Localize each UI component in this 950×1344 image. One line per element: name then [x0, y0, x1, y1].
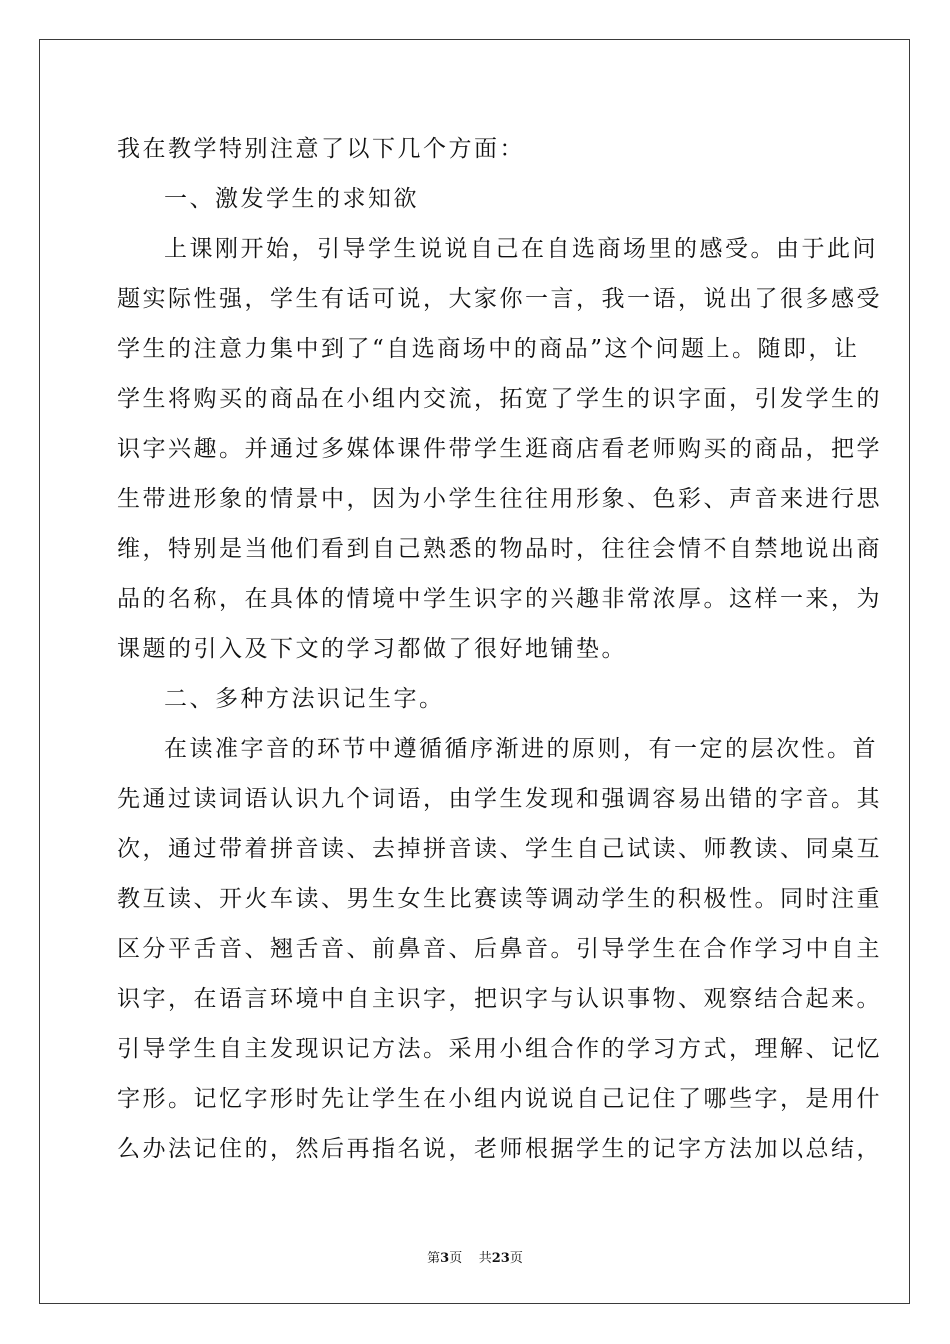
- text-line: 识字兴趣。并通过多媒体课件带学生逛商店看老师购买的商品，把学: [117, 436, 882, 462]
- text-line: 教互读、开火车读、男生女生比赛读等调动学生的积极性。同时注重: [117, 886, 882, 912]
- text-line: 识字，在语言环境中自主识字，把识字与认识事物、观察结合起来。: [117, 986, 882, 1012]
- text-line: 学生的注意力集中到了“自选商场中的商品”这个问题上。随即，让: [117, 336, 860, 362]
- section-heading: 二、多种方法识记生字。: [164, 686, 445, 712]
- text-line: 学生将购买的商品在小组内交流，拓宽了学生的识字面，引发学生的: [117, 386, 882, 412]
- page-border: [39, 39, 910, 1304]
- text-line: 我在教学特别注意了以下几个方面：: [117, 136, 525, 162]
- text-line: 品的名称，在具体的情境中学生识字的兴趣非常浓厚。这样一来，为: [117, 586, 882, 612]
- text-line: 么办法记住的，然后再指名说，老师根据学生的记字方法加以总结，: [117, 1136, 882, 1162]
- section-heading: 一、激发学生的求知欲: [164, 186, 419, 212]
- text-line: 引导学生自主发现识记方法。采用小组合作的学习方式，理解、记忆: [117, 1036, 882, 1062]
- text-line: 先通过读词语认识九个词语，由学生发现和强调容易出错的字音。其: [117, 786, 882, 812]
- text-line: 生带进形象的情景中，因为小学生往往用形象、色彩、声音来进行思: [117, 486, 882, 512]
- text-line: 字形。记忆字形时先让学生在小组内说说自己记住了哪些字，是用什: [117, 1086, 882, 1112]
- text-line: 课题的引入及下文的学习都做了很好地铺垫。: [117, 636, 627, 662]
- total-suffix: 页: [509, 1251, 523, 1266]
- text-line: 次，通过带着拼音读、去掉拼音读、学生自己试读、师教读、同桌互: [117, 836, 882, 862]
- page-number: 3: [440, 1251, 450, 1266]
- total-prefix: 共: [478, 1251, 492, 1266]
- text-line: 上课刚开始，引导学生说说自己在自选商场里的感受。由于此问: [164, 236, 878, 262]
- text-line: 在读准字音的环节中遵循循序渐进的原则，有一定的层次性。首: [164, 736, 878, 762]
- text-line: 区分平舌音、翘舌音、前鼻音、后鼻音。引导学生在合作学习中自主: [117, 936, 882, 962]
- text-line: 题实际性强，学生有话可说，大家你一言，我一语，说出了很多感受: [117, 286, 882, 312]
- page-prefix: 第: [427, 1251, 441, 1266]
- page-footer: [0, 1247, 950, 1266]
- total-pages: 23: [491, 1251, 510, 1266]
- text-line: 维，特别是当他们看到自己熟悉的物品时，往往会情不自禁地说出商: [117, 536, 882, 562]
- page-suffix: 页: [449, 1251, 463, 1266]
